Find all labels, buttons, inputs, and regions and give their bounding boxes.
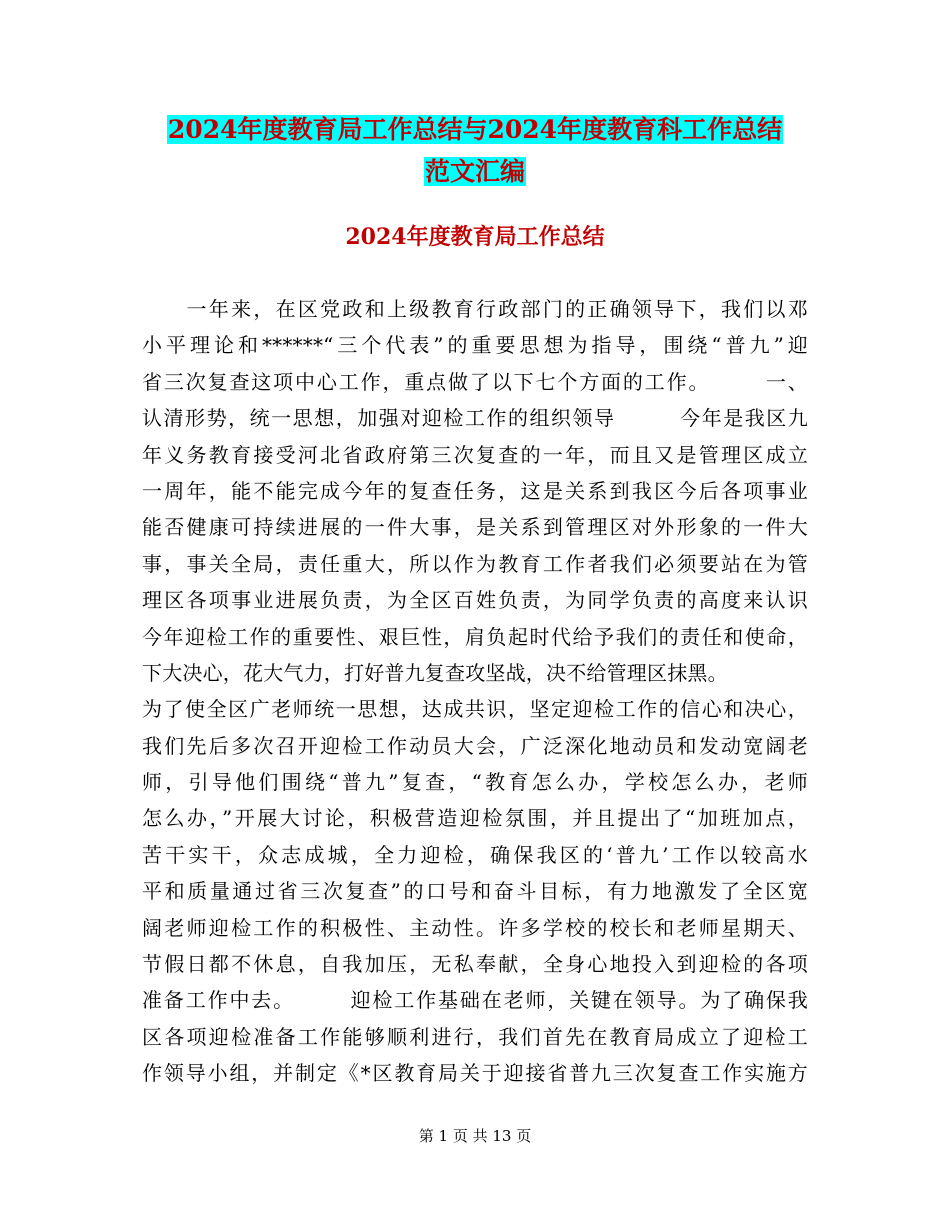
body-line: 准备工作中去。 迎检工作基础在老师，关键在领导。为了确保我 bbox=[142, 988, 808, 1013]
document-title-text-1: 2024年度教育局工作总结与2024年度教育科工作总结 bbox=[167, 115, 783, 144]
body-line: 作领导小组，并制定《*区教育局关于迎接省普九三次复查工作实施方 bbox=[142, 1061, 808, 1086]
body-line: 省三次复查这项中心工作，重点做了以下七个方面的工作。 一、 bbox=[142, 369, 808, 394]
body-line: 阔老师迎检工作的积极性、主动性。许多学校的校长和老师星期天、 bbox=[142, 915, 808, 940]
body-line: 怎么办，”开展大讨论，积极营造迎检氛围，并且提出了“加班加点， bbox=[142, 806, 808, 831]
document-title-text-2: 范文汇编 bbox=[424, 157, 525, 186]
page-footer: 第 1 页 共 13 页 bbox=[418, 1127, 532, 1145]
body-line: 认清形势，统一思想，加强对迎检工作的组织领导 今年是我区九 bbox=[142, 406, 808, 431]
body-line: 小平理论和******“三个代表”的重要思想为指导，围绕“普九”迎 bbox=[142, 333, 808, 358]
body-line: 事，事关全局，责任重大，所以作为教育工作者我们必须要站在为管 bbox=[142, 551, 808, 576]
body-line: 师，引导他们围绕“普九”复查，“教育怎么办，学校怎么办，老师 bbox=[142, 770, 808, 795]
body-line: 节假日都不休息，自我加压，无私奉献，全身心地投入到迎检的各项 bbox=[142, 952, 808, 977]
body-line: 今年迎检工作的重要性、艰巨性，肩负起时代给予我们的责任和使命， bbox=[142, 624, 808, 649]
body-line: 为了使全区广老师统一思想，达成共识，坚定迎检工作的信心和决心， bbox=[142, 697, 808, 722]
document-title-line-1 bbox=[0, 112, 950, 148]
body-line: 下大决心，花大气力，打好普九复查攻坚战，决不给管理区抹黑。 bbox=[142, 660, 728, 685]
body-line: 理区各项事业进展负责，为全区百姓负责，为同学负责的高度来认识 bbox=[142, 588, 808, 613]
body-line: 年义务教育接受河北省政府第三次复查的一年，而且又是管理区成立 bbox=[142, 442, 808, 467]
body-text bbox=[142, 291, 808, 1092]
body-line: 能否健康可持续进展的一件大事，是关系到管理区对外形象的一件大 bbox=[142, 515, 808, 540]
body-line: 苦干实干，众志成城，全力迎检，确保我区的‘普九’工作以较高水 bbox=[142, 842, 808, 867]
section-title: 2024年度教育局工作总结 bbox=[345, 224, 605, 250]
body-line: 我们先后多次召开迎检工作动员大会，广泛深化地动员和发动宽阔老 bbox=[142, 733, 808, 758]
body-line: 区各项迎检准备工作能够顺利进行，我们首先在教育局成立了迎检工 bbox=[142, 1024, 808, 1049]
document-title-line-2 bbox=[0, 154, 950, 190]
body-line: 一周年，能不能完成今年的复查任务，这是关系到我区今后各项事业 bbox=[142, 478, 808, 503]
body-line: 一年来，在区党政和上级教育行政部门的正确领导下，我们以邓 bbox=[142, 297, 808, 321]
body-line: 平和质量通过省三次复查”的口号和奋斗目标，有力地激发了全区宽 bbox=[142, 879, 808, 904]
